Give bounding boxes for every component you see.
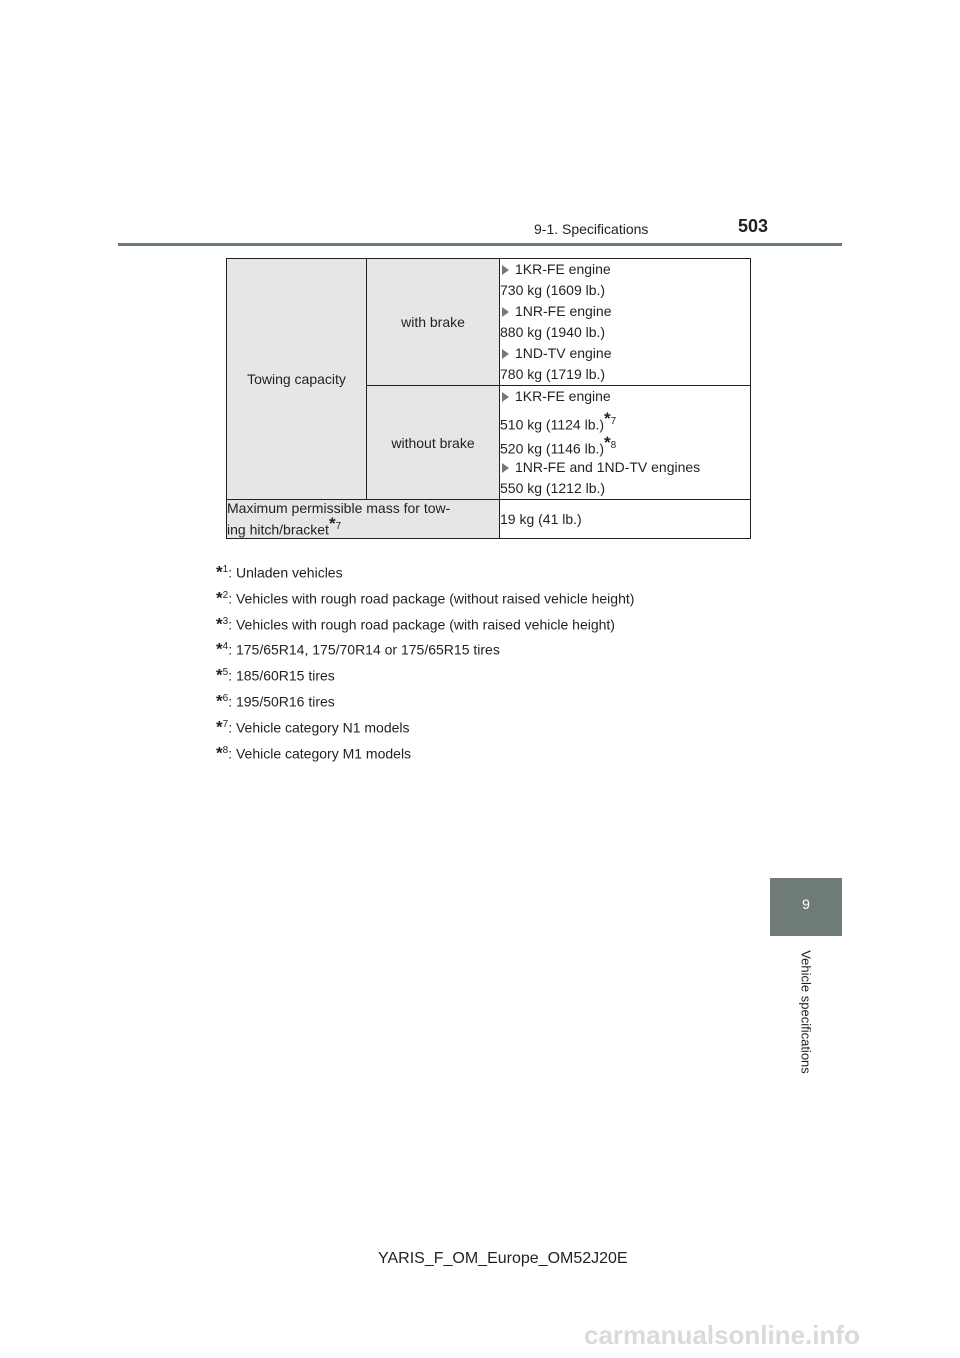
footnote-number: 4 [222, 641, 229, 653]
footnote-number: 1 [222, 564, 229, 575]
footnote-asterisk: * [604, 409, 611, 428]
footnote-asterisk: * [216, 717, 223, 737]
value-line [500, 478, 750, 499]
triangle-bullet-icon [502, 307, 509, 317]
footnotes [216, 557, 634, 763]
footnote-ref: 7 [610, 416, 617, 427]
engine-label: 1NR-FE engine [515, 303, 612, 319]
footnote-number: 3 [222, 615, 229, 627]
weight-value: 510 kg (1124 lb.) [500, 416, 605, 433]
footnote-text: : Vehicles with rough road package (with raised vehicle height) [228, 616, 615, 633]
value-line [500, 364, 750, 385]
triangle-bullet-icon [502, 265, 509, 275]
with-brake-label: with brake [367, 259, 500, 386]
footnote-text: : Vehicles with rough road package (without raised vehicle height) [228, 590, 635, 607]
footnote-item [216, 712, 634, 738]
value-line [500, 457, 750, 478]
value-line [500, 322, 750, 343]
footnote-ref: 8 [610, 439, 617, 451]
max-mass-value: 19 kg (41 lb.) [500, 500, 751, 539]
footnote-asterisk: * [216, 743, 223, 763]
footnote-asterisk: * [216, 588, 223, 608]
footnote-asterisk: * [216, 640, 223, 660]
footnote-item [216, 609, 634, 635]
weight-value: 880 kg (1940 lb.) [500, 324, 606, 340]
value-line [500, 343, 750, 364]
header-rule [118, 243, 842, 246]
footnote-asterisk: * [328, 514, 336, 534]
footnote-number: 5 [222, 667, 229, 679]
max-mass-label [227, 500, 500, 539]
without-brake-label: without brake [367, 386, 500, 500]
value-line [500, 301, 750, 322]
max-mass-label-line1: Maximum permissible mass for tow- [227, 500, 451, 517]
footnote-ref: 7 [335, 521, 342, 533]
footnote-item [216, 557, 634, 583]
section-title: 9-1. Specifications [534, 221, 649, 237]
chapter-number: 9 [802, 896, 810, 912]
footnote-number: 8 [222, 744, 229, 756]
watermark: carmanualsonline.info [584, 1320, 860, 1350]
page-number: 503 [738, 216, 769, 236]
value-line [500, 280, 750, 301]
chapter-label: Vehicle specifications [798, 950, 814, 1074]
footnote-text: : Vehicle category M1 models [228, 745, 412, 762]
weight-value: 730 kg (1609 lb.) [500, 282, 606, 298]
engine-label: 1KR-FE engine [515, 261, 611, 277]
footnote-asterisk: * [216, 614, 223, 634]
footnote-text: : 195/50R16 tires [228, 693, 335, 710]
triangle-bullet-icon [502, 349, 509, 359]
triangle-bullet-icon [502, 463, 509, 473]
footnote-item [216, 583, 634, 609]
value-line [500, 259, 750, 280]
value-line [500, 410, 750, 434]
footnote-item [216, 634, 634, 660]
engine-label: 1NR-FE and 1ND-TV engines [515, 459, 701, 476]
footnote-asterisk: * [216, 562, 223, 582]
weight-value: 520 kg (1146 lb.) [500, 440, 605, 457]
value-line [500, 386, 750, 407]
towing-spec-table [226, 258, 751, 539]
footnote-text: : Unladen vehicles [228, 564, 343, 581]
footnote-item [216, 660, 634, 686]
footnote-number: 7 [222, 718, 229, 730]
chapter-tab[interactable] [770, 878, 842, 936]
footnote-number: 2 [222, 589, 229, 601]
footnote-text: : Vehicle category N1 models [228, 719, 410, 736]
weight-value: 550 kg (1212 lb.) [500, 480, 606, 497]
footnote-text: : 185/60R15 tires [228, 667, 335, 684]
footnote-asterisk: * [604, 432, 611, 452]
with-brake-lines [500, 259, 750, 385]
table-row [227, 500, 751, 539]
footnote-item [216, 738, 634, 764]
footnote-text: : 175/65R14, 175/70R14 or 175/65R15 tires [228, 642, 500, 659]
without-brake-values [500, 386, 751, 500]
engine-label: 1KR-FE engine [515, 388, 611, 404]
footnote-asterisk: * [216, 691, 223, 711]
footnote-number: 6 [222, 692, 229, 704]
footnote-asterisk: * [216, 665, 223, 685]
footnote-item [216, 686, 634, 712]
value-line [500, 434, 750, 458]
document-id: YARIS_F_OM_Europe_OM52J20E [378, 1250, 628, 1267]
max-mass-label-line2: ing hitch/bracket [227, 521, 329, 538]
engine-label: 1ND-TV engine [515, 345, 612, 361]
table-row [227, 259, 751, 386]
with-brake-values [500, 259, 751, 386]
weight-value: 780 kg (1719 lb.) [500, 366, 606, 382]
towing-capacity-label: Towing capacity [227, 259, 367, 500]
triangle-bullet-icon [502, 392, 509, 402]
